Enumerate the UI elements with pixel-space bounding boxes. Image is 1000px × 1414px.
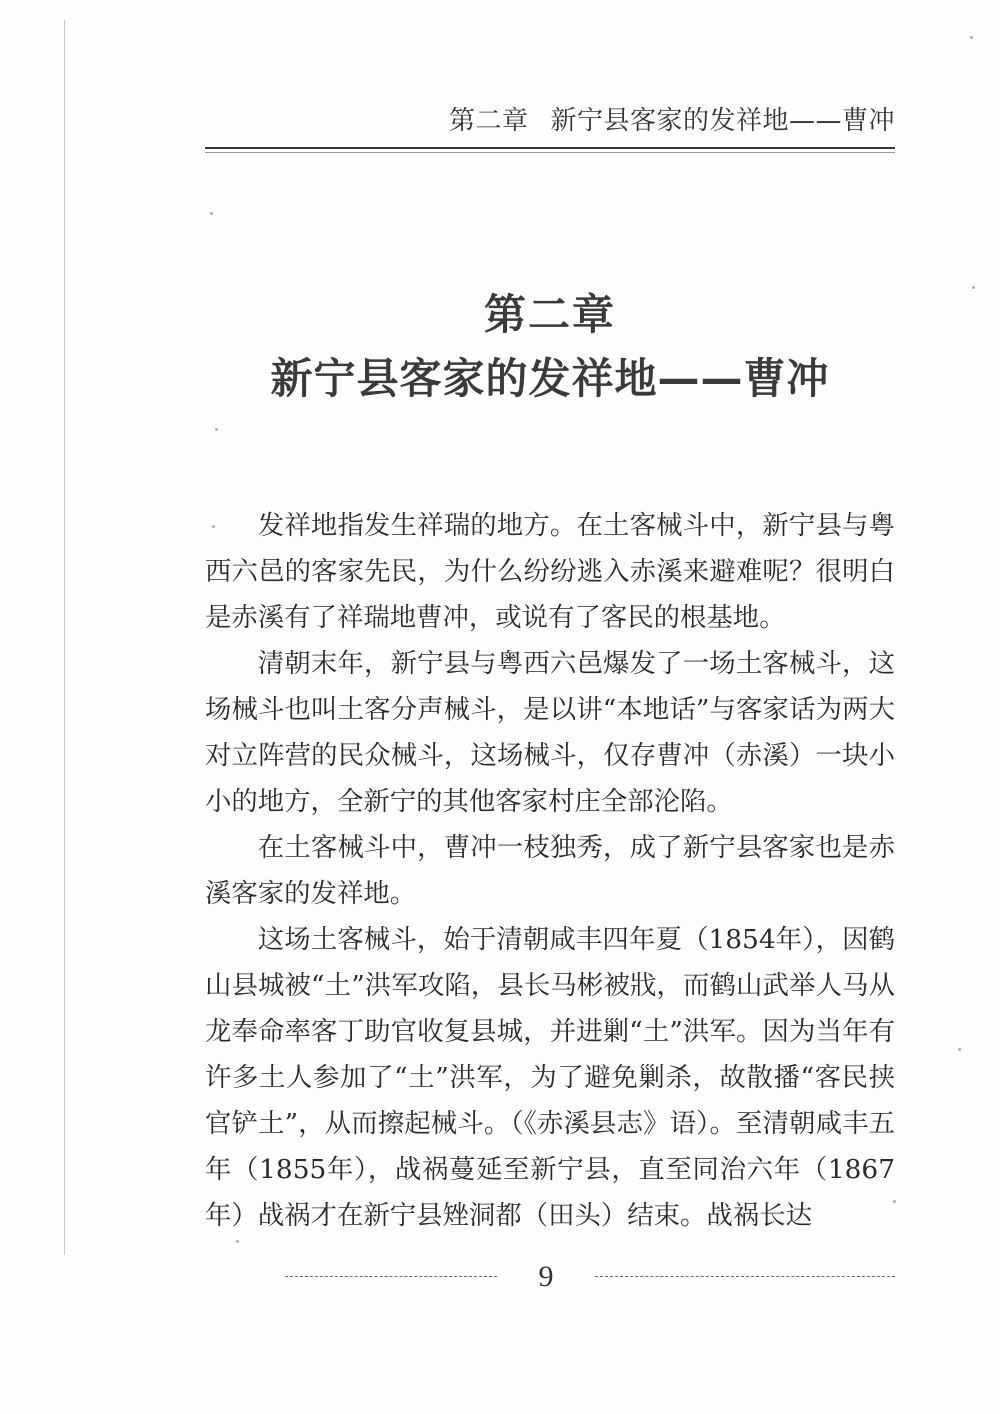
- chapter-number-heading: 第二章: [483, 290, 616, 339]
- binding-edge-line: [64, 20, 65, 1255]
- scan-speck: [970, 36, 973, 39]
- page-footer: [285, 1262, 895, 1292]
- running-header-title: 新宁县客家的发祥地——曹冲: [550, 106, 895, 136]
- footer-rule-right: [595, 1276, 895, 1277]
- paragraph-4: 这场土客械斗，始于清朝咸丰四年夏（1854年），因鹤山县城被“土”洪军攻陷，县长马彬被戕，而鹤山武举人马从龙奉命率客丁助官收复县城，并进剿“土”洪军。因为当年有许多土人参加了“土”洪军，为了避免剿杀，故散播“客民挟官铲土”，从而擦起械斗。（《赤溪县志》语）。至清朝咸丰五年（1855年），战祸蔓延至新宁县，直至同治六年（1867年）战祸才在新宁县矬洞都（田头）结束。战祸长达: [205, 924, 895, 1231]
- paragraph-3: 在土客械斗中，曹冲一枝独秀，成了新宁县客家也是赤溪客家的发祥地。: [205, 832, 895, 909]
- scan-speck: [210, 212, 213, 215]
- paragraph-1: 发祥地指发生祥瑞的地方。在土客械斗中，新宁县与粤西六邑的客家先民，为什么纷纷逃入赤溪来避难呢？很明白是赤溪有了祥瑞地曹冲，或说有了客民的根基地。: [205, 510, 895, 633]
- header-rule: [205, 147, 895, 149]
- chapter-title-heading: 新宁县客家的发祥地——曹冲: [270, 354, 830, 403]
- scan-speck: [212, 525, 215, 528]
- scan-speck: [972, 286, 975, 289]
- scan-speck: [893, 1200, 896, 1203]
- paragraph-2: 清朝末年，新宁县与粤西六邑爆发了一场土客械斗，这场械斗也叫土客分声械斗，是以讲“本地话”与客家话为两大对立阵营的民众械斗，这场械斗，仅存曹冲（赤溪）一块小小的地方，全新宁的其他客家村庄全部沦陷。: [205, 648, 895, 817]
- page-number: 9: [538, 1260, 554, 1293]
- scan-speck: [215, 428, 218, 431]
- header-rule-thin: [205, 152, 895, 153]
- scan-speck: [958, 1048, 961, 1051]
- footer-rule-left: [285, 1276, 497, 1277]
- body-text: [205, 503, 895, 1239]
- scan-speck: [236, 1240, 239, 1243]
- running-header: [205, 100, 895, 137]
- running-header-chapter: 第二章: [448, 106, 529, 136]
